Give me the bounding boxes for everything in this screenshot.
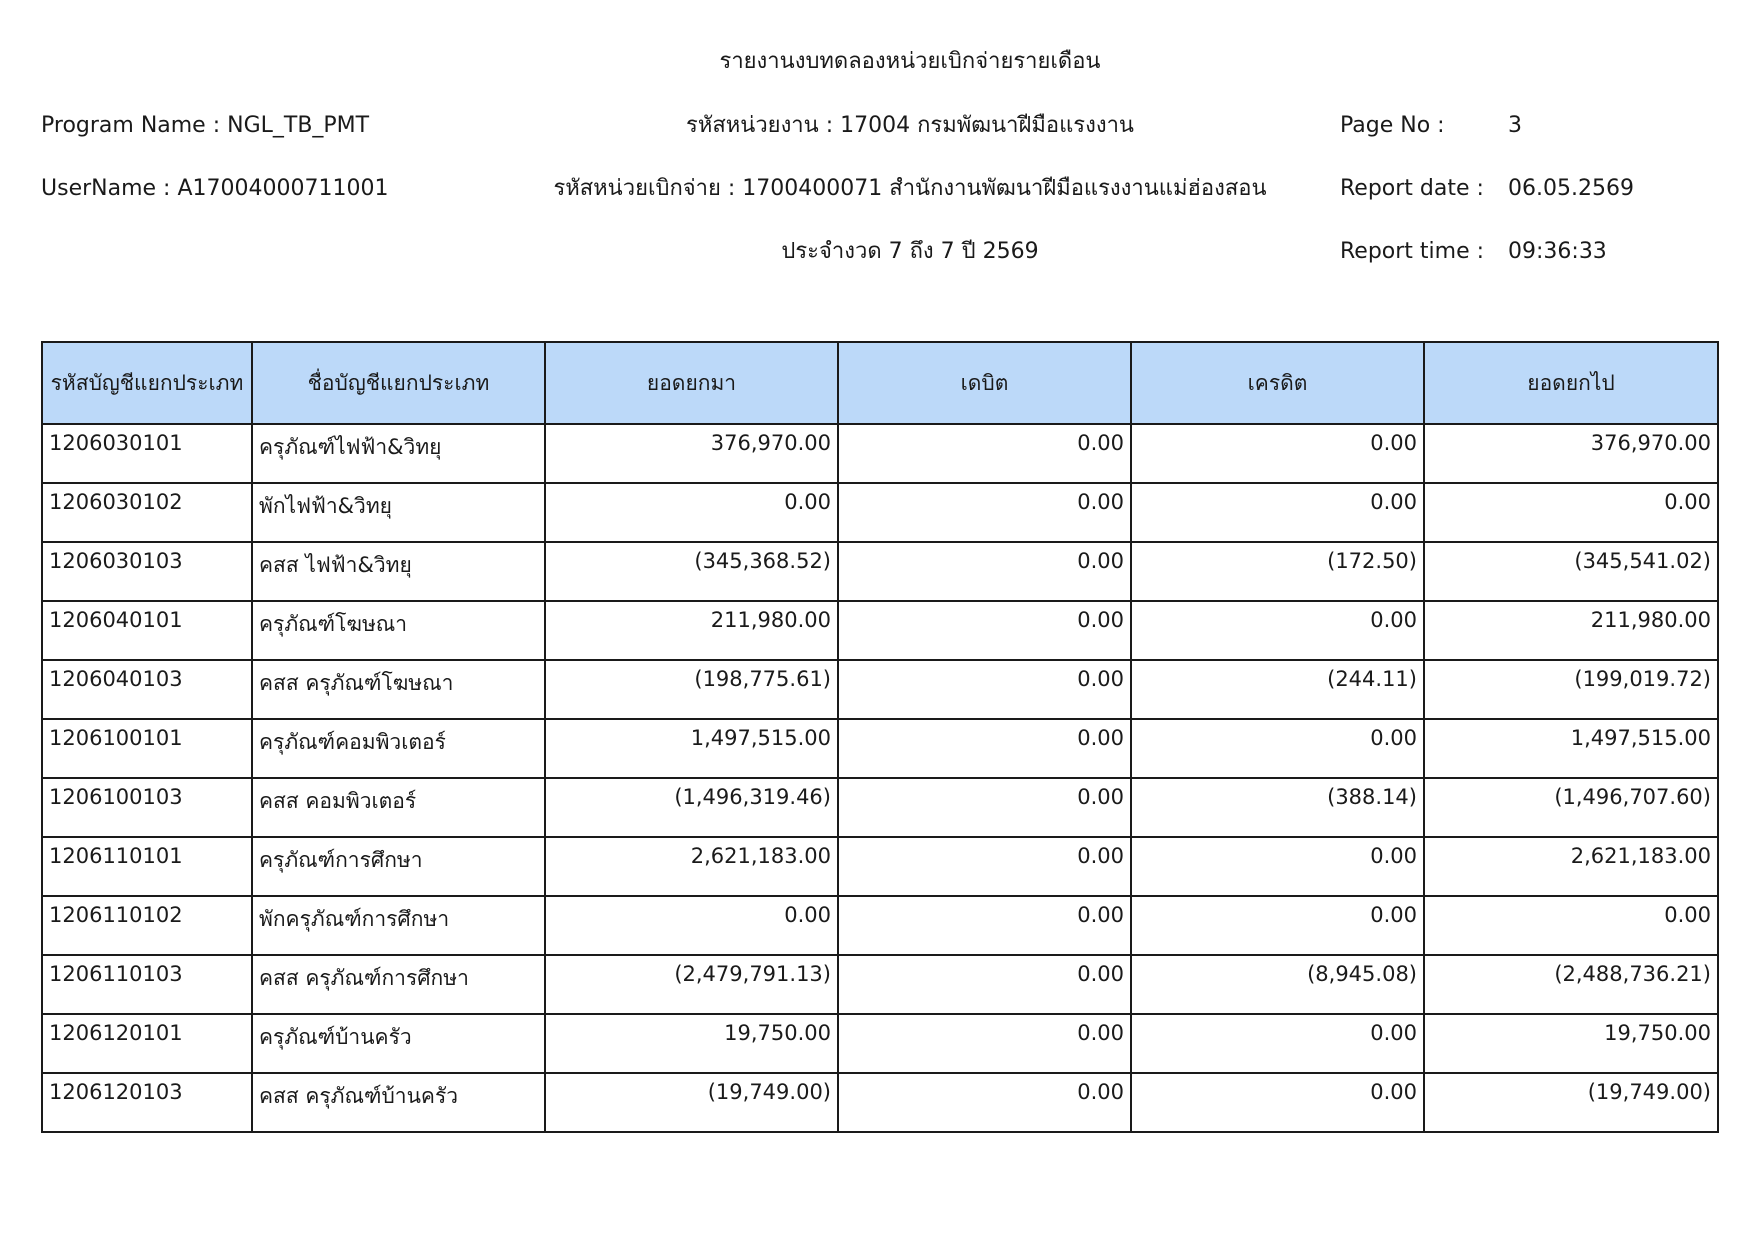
opening-balance-cell: (345,368.52)	[545, 542, 838, 601]
account-code-cell: 1206120101	[42, 1014, 252, 1073]
opening-balance-cell: (19,749.00)	[545, 1073, 838, 1132]
debit-cell: 0.00	[838, 719, 1131, 778]
closing-balance-cell: (199,019.72)	[1424, 660, 1718, 719]
closing-balance-cell: 2,621,183.00	[1424, 837, 1718, 896]
account-code-cell: 1206100103	[42, 778, 252, 837]
opening-balance-cell: 376,970.00	[545, 424, 838, 483]
opening-balance-cell: 2,621,183.00	[545, 837, 838, 896]
table-row	[42, 542, 1718, 601]
table-row	[42, 955, 1718, 1014]
opening-balance-cell: 0.00	[545, 483, 838, 542]
account-name-cell: คสส ไฟฟ้า&วิทยุ	[252, 542, 545, 601]
account-code-cell: 1206110101	[42, 837, 252, 896]
debit-cell: 0.00	[838, 483, 1131, 542]
credit-cell: 0.00	[1131, 424, 1424, 483]
account-name-cell: ครุภัณฑ์การศึกษา	[252, 837, 545, 896]
account-name-cell: พักไฟฟ้า&วิทยุ	[252, 483, 545, 542]
opening-balance-cell: 0.00	[545, 896, 838, 955]
account-name-cell: ครุภัณฑ์คอมพิวเตอร์	[252, 719, 545, 778]
report-title: รายงานงบทดลองหน่วยเบิกจ่ายรายเดือน	[719, 49, 1101, 74]
closing-balance-cell: (345,541.02)	[1424, 542, 1718, 601]
account-name-cell: พักครุภัณฑ์การศึกษา	[252, 896, 545, 955]
disbursing-unit: รหัสหน่วยเบิกจ่าย : 1700400071 สำนักงานพัฒนาฝีมือแรงงานแม่ฮ่องสอน	[553, 176, 1267, 201]
table-row	[42, 601, 1718, 660]
closing-balance-cell: (1,496,707.60)	[1424, 778, 1718, 837]
debit-cell: 0.00	[838, 955, 1131, 1014]
program-name: Program Name : NGL_TB_PMT	[41, 113, 370, 138]
page-no-label: Page No :	[1340, 113, 1445, 138]
table-row	[42, 483, 1718, 542]
column-header-debit: เดบิต	[838, 342, 1131, 424]
closing-balance-cell: 376,970.00	[1424, 424, 1718, 483]
table-row	[42, 896, 1718, 955]
account-name-cell: คสส ครุภัณฑ์การศึกษา	[252, 955, 545, 1014]
closing-balance-cell: (2,488,736.21)	[1424, 955, 1718, 1014]
column-header-account-name: ชื่อบัญชีแยกประเภท	[252, 342, 545, 424]
account-code-cell: 1206120103	[42, 1073, 252, 1132]
debit-cell: 0.00	[838, 1014, 1131, 1073]
table-header-row	[42, 342, 1718, 424]
agency-code: รหัสหน่วยงาน : 17004 กรมพัฒนาฝีมือแรงงาน	[686, 113, 1134, 138]
report-period: ประจำงวด 7 ถึง 7 ปี 2569	[781, 239, 1039, 264]
closing-balance-cell: 211,980.00	[1424, 601, 1718, 660]
table-row	[42, 719, 1718, 778]
credit-cell: (172.50)	[1131, 542, 1424, 601]
report-date-value: 06.05.2569	[1508, 176, 1634, 201]
account-code-cell: 1206040103	[42, 660, 252, 719]
account-code-cell: 1206110102	[42, 896, 252, 955]
table-row	[42, 1073, 1718, 1132]
account-name-cell: คสส ครุภัณฑ์บ้านครัว	[252, 1073, 545, 1132]
debit-cell: 0.00	[838, 424, 1131, 483]
column-header-credit: เครดิต	[1131, 342, 1424, 424]
account-name-cell: ครุภัณฑ์โฆษณา	[252, 601, 545, 660]
table-body	[42, 424, 1718, 1132]
opening-balance-cell: (1,496,319.46)	[545, 778, 838, 837]
opening-balance-cell: 1,497,515.00	[545, 719, 838, 778]
credit-cell: 0.00	[1131, 837, 1424, 896]
credit-cell: 0.00	[1131, 601, 1424, 660]
account-code-cell: 1206040101	[42, 601, 252, 660]
closing-balance-cell: (19,749.00)	[1424, 1073, 1718, 1132]
closing-balance-cell: 1,497,515.00	[1424, 719, 1718, 778]
debit-cell: 0.00	[838, 542, 1131, 601]
debit-cell: 0.00	[838, 778, 1131, 837]
report-time-label: Report time :	[1340, 239, 1485, 264]
debit-cell: 0.00	[838, 837, 1131, 896]
page-no-value: 3	[1508, 113, 1522, 138]
debit-cell: 0.00	[838, 660, 1131, 719]
credit-cell: 0.00	[1131, 1073, 1424, 1132]
credit-cell: 0.00	[1131, 896, 1424, 955]
column-header-closing-balance: ยอดยกไป	[1424, 342, 1718, 424]
account-code-cell: 1206110103	[42, 955, 252, 1014]
credit-cell: 0.00	[1131, 1014, 1424, 1073]
account-name-cell: ครุภัณฑ์ไฟฟ้า&วิทยุ	[252, 424, 545, 483]
opening-balance-cell: 211,980.00	[545, 601, 838, 660]
credit-cell: (388.14)	[1131, 778, 1424, 837]
account-code-cell: 1206100101	[42, 719, 252, 778]
credit-cell: 0.00	[1131, 483, 1424, 542]
table-row	[42, 660, 1718, 719]
table-row	[42, 837, 1718, 896]
closing-balance-cell: 19,750.00	[1424, 1014, 1718, 1073]
opening-balance-cell: (2,479,791.13)	[545, 955, 838, 1014]
closing-balance-cell: 0.00	[1424, 483, 1718, 542]
account-code-cell: 1206030102	[42, 483, 252, 542]
account-name-cell: คสส ครุภัณฑ์โฆษณา	[252, 660, 545, 719]
account-code-cell: 1206030103	[42, 542, 252, 601]
account-name-cell: ครุภัณฑ์บ้านครัว	[252, 1014, 545, 1073]
report-date-label: Report date :	[1340, 176, 1484, 201]
account-code-cell: 1206030101	[42, 424, 252, 483]
closing-balance-cell: 0.00	[1424, 896, 1718, 955]
table-row	[42, 778, 1718, 837]
column-header-opening-balance: ยอดยกมา	[545, 342, 838, 424]
credit-cell: (244.11)	[1131, 660, 1424, 719]
table-row	[42, 1014, 1718, 1073]
report-time-value: 09:36:33	[1508, 239, 1607, 264]
user-name: UserName : A17004000711001	[41, 176, 389, 201]
debit-cell: 0.00	[838, 896, 1131, 955]
table-row	[42, 424, 1718, 483]
credit-cell: 0.00	[1131, 719, 1424, 778]
account-name-cell: คสส คอมพิวเตอร์	[252, 778, 545, 837]
opening-balance-cell: (198,775.61)	[545, 660, 838, 719]
column-header-account-code: รหัสบัญชีแยกประเภท	[42, 342, 252, 424]
debit-cell: 0.00	[838, 601, 1131, 660]
credit-cell: (8,945.08)	[1131, 955, 1424, 1014]
debit-cell: 0.00	[838, 1073, 1131, 1132]
opening-balance-cell: 19,750.00	[545, 1014, 838, 1073]
trial-balance-table	[41, 341, 1719, 1133]
